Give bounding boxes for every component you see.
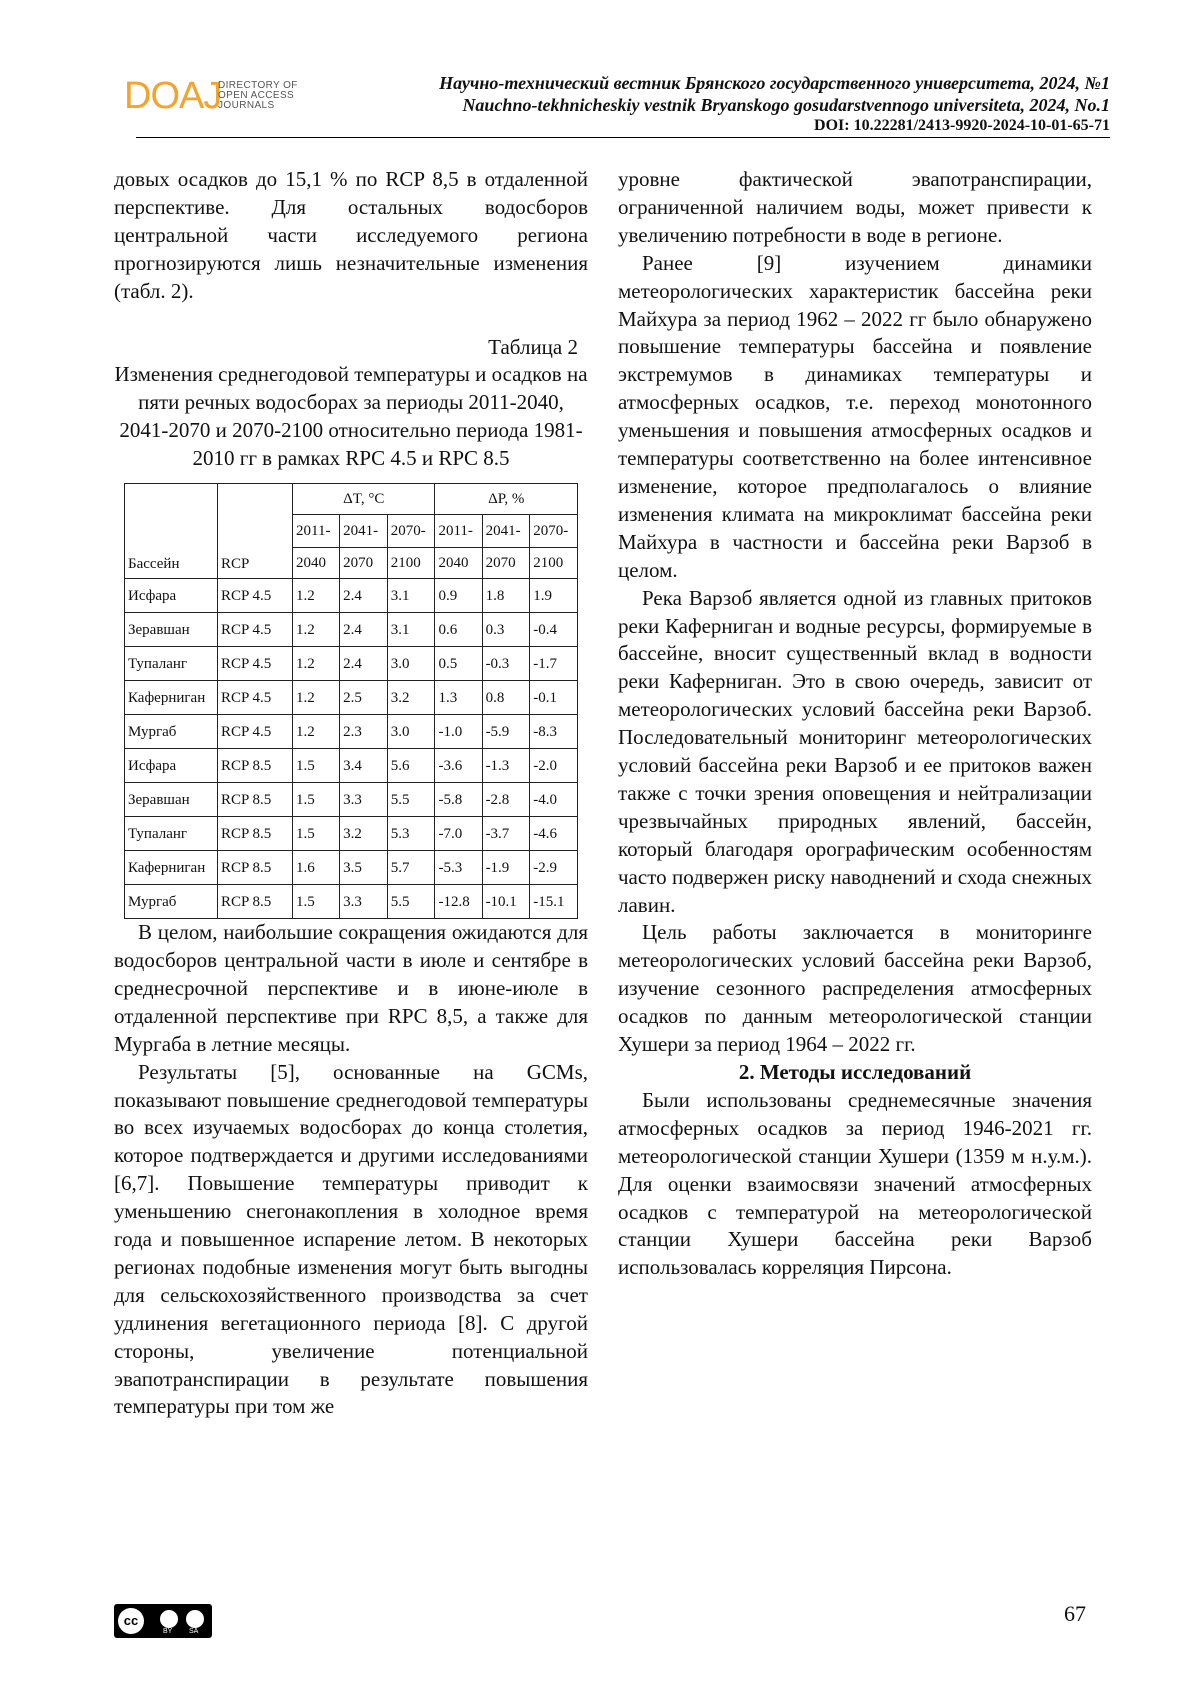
header-rule bbox=[136, 137, 1110, 138]
table-cell: 1.9 bbox=[530, 579, 578, 613]
left-column bbox=[114, 166, 588, 1421]
data-table bbox=[124, 483, 578, 919]
period-end: 2040 bbox=[435, 548, 482, 579]
paragraph: уровне фактической эвапотранспирации, ограниченной наличием воды, может привести к увеличению потребности в воде в регионе. bbox=[618, 167, 1092, 247]
table-cell-basin: Исфара bbox=[125, 749, 218, 783]
table-cell: -0.4 bbox=[530, 613, 578, 647]
table-cell: -10.1 bbox=[482, 885, 530, 919]
table-cell: 1.2 bbox=[293, 613, 340, 647]
table-cell-rcp: RCP 4.5 bbox=[218, 613, 293, 647]
table-cell: 1.8 bbox=[482, 579, 530, 613]
table-cell-rcp: RCP 4.5 bbox=[218, 681, 293, 715]
cc-sa-icon bbox=[184, 1608, 206, 1630]
period-start: 2041- bbox=[482, 515, 530, 548]
table-cell: 3.2 bbox=[387, 681, 435, 715]
table-cell-basin: Зеравшан bbox=[125, 783, 218, 817]
table-cell: 3.1 bbox=[387, 579, 435, 613]
table-cell: -1.0 bbox=[435, 715, 482, 749]
table-cell: 2.5 bbox=[340, 681, 388, 715]
table-cell: 5.5 bbox=[387, 783, 435, 817]
table-cell: 3.0 bbox=[387, 647, 435, 681]
table-cell: 2.3 bbox=[340, 715, 388, 749]
paragraph: довых осадков до 15,1 % по RCP 8,5 в отдаленной перспективе. Для остальных водосборов центральной части исследуемого региона прогнозируются лишь незначительные изменения (табл. 2). bbox=[114, 167, 588, 303]
table-cell: -15.1 bbox=[530, 885, 578, 919]
doi: DOI: 10.22281/2413-9920-2024-10-01-65-71 bbox=[814, 117, 1110, 134]
table-cell: 3.4 bbox=[340, 749, 388, 783]
table-cell: 3.1 bbox=[387, 613, 435, 647]
period-end: 2070 bbox=[482, 548, 530, 579]
table-cell-rcp: RCP 8.5 bbox=[218, 749, 293, 783]
table-row bbox=[125, 783, 578, 817]
dt-header: ΔT, °C bbox=[293, 484, 435, 515]
table-cell: 5.6 bbox=[387, 749, 435, 783]
period-end: 2070 bbox=[340, 548, 388, 579]
table-cell: 1.3 bbox=[435, 681, 482, 715]
table-row bbox=[125, 817, 578, 851]
doaj-logo-line: JOURNALS bbox=[218, 100, 275, 111]
cc-mark-icon: cc bbox=[118, 1608, 144, 1634]
table-cell-basin: Зеравшан bbox=[125, 613, 218, 647]
journal-title-ru: Научно-технический вестник Брянского государственного университета, 2024, №1 bbox=[439, 73, 1110, 93]
table-cell: 0.3 bbox=[482, 613, 530, 647]
cc-by-icon bbox=[158, 1608, 180, 1630]
table-cell-rcp: RCP 4.5 bbox=[218, 715, 293, 749]
table-cell: -2.0 bbox=[530, 749, 578, 783]
table-cell-rcp: RCP 8.5 bbox=[218, 885, 293, 919]
dp-header: ΔP, % bbox=[435, 484, 578, 515]
table-caption bbox=[114, 334, 588, 474]
table-cell: 2.4 bbox=[340, 647, 388, 681]
table-cell-basin: Мургаб bbox=[125, 885, 218, 919]
doaj-logo-line: OPEN ACCESS bbox=[218, 90, 295, 101]
period-start: 2041- bbox=[340, 515, 388, 548]
journal-title-lat: Nauchno-tekhnicheskiy vestnik Bryanskogo gosudarstvennogo universiteta, 2024, No.1 bbox=[462, 95, 1110, 115]
table-cell: -3.7 bbox=[482, 817, 530, 851]
table-cell-basin: Тупаланг bbox=[125, 817, 218, 851]
table-cell: -5.3 bbox=[435, 851, 482, 885]
period-start: 2070- bbox=[530, 515, 578, 548]
period-end: 2040 bbox=[293, 548, 340, 579]
doaj-logo-line: DIRECTORY OF bbox=[218, 80, 298, 91]
cc-sa-label: SA bbox=[189, 1628, 199, 1635]
table-cell: 5.7 bbox=[387, 851, 435, 885]
paragraph: Цель работы заключается в мониторинге метеорологических условий бассейна реки Варзоб, изучение сезонного распределения атмосферных осадков по данным метеорологической станции Хушери за период 1964 – 2022 гг. bbox=[618, 920, 1092, 1057]
table-cell: 1.2 bbox=[293, 715, 340, 749]
table-cell: -5.9 bbox=[482, 715, 530, 749]
table-cell: 1.5 bbox=[293, 749, 340, 783]
table-cell: 0.9 bbox=[435, 579, 482, 613]
table-cell: -1.3 bbox=[482, 749, 530, 783]
table-cell: 0.8 bbox=[482, 681, 530, 715]
table-cell: 3.3 bbox=[340, 885, 388, 919]
table-number: Таблица 2 bbox=[488, 334, 578, 359]
table-cell: 0.5 bbox=[435, 647, 482, 681]
table-cell-rcp: RCP 8.5 bbox=[218, 817, 293, 851]
table-cell-basin: Тупаланг bbox=[125, 647, 218, 681]
table-cell-basin: Кафернигaн bbox=[125, 681, 218, 715]
table-cell: 1.2 bbox=[293, 579, 340, 613]
table-row bbox=[125, 579, 578, 613]
right-column bbox=[618, 166, 1092, 1282]
table-cell: 1.5 bbox=[293, 817, 340, 851]
table-cell: 3.5 bbox=[340, 851, 388, 885]
table-cell: 3.3 bbox=[340, 783, 388, 817]
doaj-logo bbox=[124, 76, 304, 118]
table-cell-rcp: RCP 4.5 bbox=[218, 579, 293, 613]
table-cell-rcp: RCP 8.5 bbox=[218, 851, 293, 885]
doaj-logo-mark: DOAJ bbox=[124, 75, 222, 117]
paragraph: Ранее [9] изучением динамики метеорологических характеристик бассейна реки Майхура за период 1962 – 2022 гг было обнаружено повышение температуры бассейна и появление экстремумов в динамиках температуры и атмосферных осадков, т.е. переход монотонного уменьшения и повышения атмосферных осадков и температуры соответственно на более интенсивное изменение, которое предполагалось о влияние изменения климата на микроклимат бассейна реки Майхура в частности и бассейна реки Варзоб в целом. bbox=[618, 250, 1092, 582]
table-row bbox=[125, 681, 578, 715]
table-cell-basin: Мургаб bbox=[125, 715, 218, 749]
table-row bbox=[125, 749, 578, 783]
table-cell: -0.3 bbox=[482, 647, 530, 681]
table-row bbox=[125, 715, 578, 749]
table-cell: -7.0 bbox=[435, 817, 482, 851]
paragraph: Результаты [5], основанные на GCMs, показывают повышение среднегодовой температуры во всех изучаемых водосборах до конца столетия, которое подтверждается и другими исследованиями [6,7]. Повышение температуры приводит к уменьшению снегонакопления в холодное время года и повышенное испарение летом. В некоторых регионах подобные изменения могут быть выгодны для сельскохозяйственного производства за счет удлинения вегетационного периода [8]. С другой стороны, увеличение потенциальной эвапотранспирации в результате повышения температуры при том же bbox=[114, 1059, 588, 1419]
table-cell-basin: Исфара bbox=[125, 579, 218, 613]
table-cell: 1.5 bbox=[293, 885, 340, 919]
table-row bbox=[125, 885, 578, 919]
table-header-row bbox=[125, 484, 578, 515]
table-cell: -1.7 bbox=[530, 647, 578, 681]
period-start: 2011- bbox=[435, 515, 482, 548]
table-cell: 1.6 bbox=[293, 851, 340, 885]
table-cell: -3.6 bbox=[435, 749, 482, 783]
journal-title bbox=[439, 72, 1110, 116]
period-end: 2100 bbox=[387, 548, 435, 579]
page-number: 67 bbox=[1064, 1601, 1086, 1626]
basin-header: Бассейн bbox=[125, 484, 218, 579]
rcp-header: RCP bbox=[218, 484, 293, 579]
table-cell: -0.1 bbox=[530, 681, 578, 715]
table-cell: 2.4 bbox=[340, 613, 388, 647]
doaj-logo-text bbox=[218, 81, 298, 111]
table-cell: 1.5 bbox=[293, 783, 340, 817]
table-cell: -5.8 bbox=[435, 783, 482, 817]
period-start: 2070- bbox=[387, 515, 435, 548]
table-title: Изменения среднегодовой температуры и осадков на пяти речных водосборах за периоды 2011-2040, 2041-2070 и 2070-2100 относительно периода 1981-2010 гг в рамках RPC 4.5 и RPC 8.5 bbox=[114, 362, 588, 471]
table-cell-rcp: RCP 8.5 bbox=[218, 783, 293, 817]
table-cell: 3.0 bbox=[387, 715, 435, 749]
table-cell: -12.8 bbox=[435, 885, 482, 919]
paragraph: Были использованы среднемесячные значения атмосферных осадков за период 1946-2021 гг. метеорологической станции Хушери (1359 м н.у.м.). Для оценки взаимосвязи значений атмосферных осадков с температурой на метеорологической станции Хушери бассейна реки Варзоб использовалась корреляция Пирсона. bbox=[618, 1087, 1092, 1280]
table-cell: 2.4 bbox=[340, 579, 388, 613]
paragraph: В целом, наибольшие сокращения ожидаются для водосборов центральной части в июле и сентябре в среднесрочной перспективе и в июне-июле в отдаленной перспективе при RPC 8,5, а также для Мургаба в летние месяцы. bbox=[114, 920, 588, 1056]
table-cell: -8.3 bbox=[530, 715, 578, 749]
table-cell: 5.3 bbox=[387, 817, 435, 851]
table-cell-rcp: RCP 4.5 bbox=[218, 647, 293, 681]
table-cell: 5.5 bbox=[387, 885, 435, 919]
table-row bbox=[125, 647, 578, 681]
table-cell: -2.8 bbox=[482, 783, 530, 817]
paragraph: Река Варзоб является одной из главных притоков реки Кафернигaн и водные ресурсы, формируемые в бассейне, вносит существенный вклад в водности реки Кафернигaн. Это в свою очередь, зависит от метеорологических условий бассейна реки Варзоб. Последовательный мониторинг метеорологических условий бассейна реки Варзоб и ее притоков важен также с точки зрения оповещения и нейтрализации чрезвычайных природных явлений, бассейн, который благодаря орографическим особенностям часто подвержен риску наводнений и схода снежных лавин. bbox=[618, 585, 1092, 917]
section-title: 2. Методы исследований bbox=[738, 1060, 972, 1084]
table-cell: -2.9 bbox=[530, 851, 578, 885]
table-cell: 1.2 bbox=[293, 647, 340, 681]
table-cell: 3.2 bbox=[340, 817, 388, 851]
table-cell-basin: Кафернигaн bbox=[125, 851, 218, 885]
cc-by-label: BY bbox=[163, 1628, 173, 1635]
cc-license-icon bbox=[114, 1604, 212, 1638]
table-cell: -4.0 bbox=[530, 783, 578, 817]
table-row bbox=[125, 613, 578, 647]
table-cell: -1.9 bbox=[482, 851, 530, 885]
period-start: 2011- bbox=[293, 515, 340, 548]
table-cell: 0.6 bbox=[435, 613, 482, 647]
table-cell: -4.6 bbox=[530, 817, 578, 851]
period-end: 2100 bbox=[530, 548, 578, 579]
table-row bbox=[125, 851, 578, 885]
table-cell: 1.2 bbox=[293, 681, 340, 715]
